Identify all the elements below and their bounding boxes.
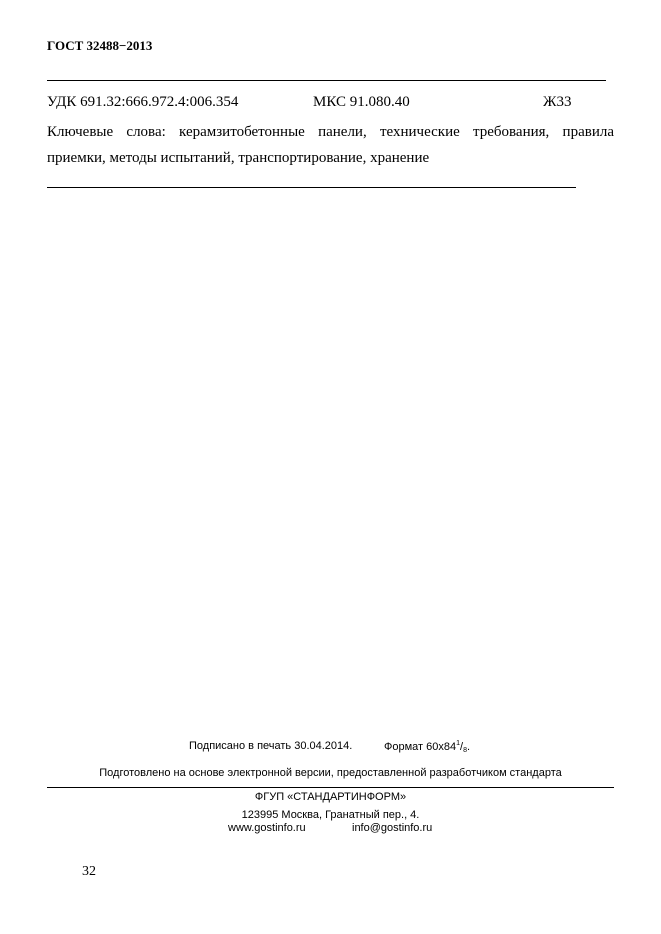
footer-divider [47, 787, 614, 788]
print-format-separator: / [460, 741, 464, 753]
publisher-name: ФГУП «СТАНДАРТИНФОРМ» [254, 791, 407, 803]
keywords-line-2: приемки, методы испытаний, транспортирование, хранение [47, 150, 430, 166]
page-number: 32 [82, 864, 96, 879]
keywords-paragraph [47, 119, 614, 171]
publisher-email: info@gostinfo.ru [352, 822, 433, 834]
middle-divider [47, 187, 576, 188]
print-format-prefix: Формат 60x84 [384, 741, 457, 753]
document-header-title: ГОСТ 32488−2013 [47, 38, 153, 53]
publisher-website: www.gostinfo.ru [228, 822, 306, 834]
print-format-suffix: . [466, 741, 471, 753]
mks-code: МКС 91.080.40 [313, 94, 410, 110]
print-format-numerator: 1 [456, 740, 461, 747]
print-format [384, 740, 470, 754]
signed-for-print: Подписано в печать 30.04.2014. [189, 740, 353, 752]
publisher-address: 123995 Москва, Гранатный пер., 4. [241, 809, 420, 821]
print-format-denominator: 8 [463, 747, 467, 754]
classification-code: Ж33 [543, 94, 572, 110]
top-divider [47, 80, 606, 81]
prepared-note: Подготовлено на основе электронной версии, предоставленной разработчиком стандарта [99, 767, 562, 779]
keywords-line-1: Ключевые слова: керамзитобетонные панели, технические требования, правила [47, 124, 614, 140]
udk-code: УДК 691.32:666.972.4:006.354 [47, 94, 239, 110]
